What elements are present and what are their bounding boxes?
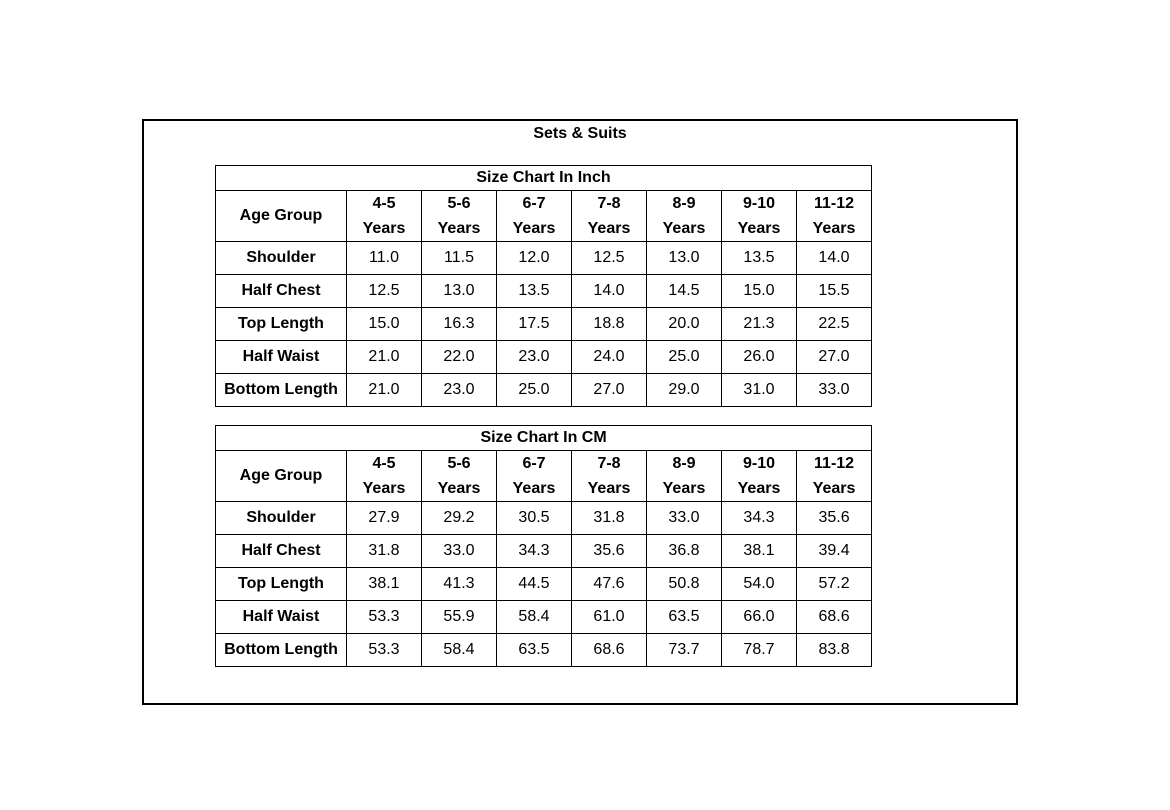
size-chart-frame xyxy=(142,119,1018,705)
column-header xyxy=(797,191,872,242)
age-range: 8-9 xyxy=(672,455,696,472)
row-label: Shoulder xyxy=(216,242,347,275)
table-caption: Size Chart In Inch xyxy=(216,166,872,191)
age-unit: Years xyxy=(512,480,556,497)
table-cell: 63.5 xyxy=(497,634,572,667)
table-caption: Size Chart In CM xyxy=(216,426,872,451)
age-unit: Years xyxy=(587,220,631,237)
age-unit: Years xyxy=(662,480,706,497)
table-cell: 27.0 xyxy=(572,374,647,407)
table-cell: 20.0 xyxy=(647,308,722,341)
table-cell: 36.8 xyxy=(647,535,722,568)
age-range: 8-9 xyxy=(672,195,696,212)
table-cell: 66.0 xyxy=(722,601,797,634)
table-row xyxy=(216,308,872,341)
column-header xyxy=(422,451,497,502)
column-header xyxy=(572,191,647,242)
table-cell: 23.0 xyxy=(422,374,497,407)
column-header xyxy=(347,191,422,242)
table-cell: 26.0 xyxy=(722,341,797,374)
table-cell: 35.6 xyxy=(572,535,647,568)
table-cell: 58.4 xyxy=(422,634,497,667)
table-cell: 29.0 xyxy=(647,374,722,407)
table-cell: 25.0 xyxy=(647,341,722,374)
table-cell: 39.4 xyxy=(797,535,872,568)
table-cell: 15.0 xyxy=(347,308,422,341)
age-range: 9-10 xyxy=(742,195,776,212)
table-row xyxy=(216,242,872,275)
table-cell: 38.1 xyxy=(722,535,797,568)
row-label: Half Chest xyxy=(216,535,347,568)
table-caption-row xyxy=(216,166,872,191)
table-cell: 38.1 xyxy=(347,568,422,601)
age-range: 4-5 xyxy=(372,455,396,472)
table-cell: 54.0 xyxy=(722,568,797,601)
table-cell: 27.0 xyxy=(797,341,872,374)
table-cell: 14.0 xyxy=(797,242,872,275)
age-range: 6-7 xyxy=(522,195,546,212)
table-cell: 18.8 xyxy=(572,308,647,341)
table-cell: 68.6 xyxy=(572,634,647,667)
column-header-age-group: Age Group xyxy=(216,451,347,502)
age-range: 7-8 xyxy=(597,455,621,472)
table-cell: 31.8 xyxy=(347,535,422,568)
table-row xyxy=(216,535,872,568)
table-cell: 15.0 xyxy=(722,275,797,308)
size-chart-inch-table xyxy=(215,165,872,407)
table-cell: 34.3 xyxy=(497,535,572,568)
table-cell: 13.0 xyxy=(422,275,497,308)
table-cell: 31.0 xyxy=(722,374,797,407)
table-cell: 12.0 xyxy=(497,242,572,275)
table-row xyxy=(216,502,872,535)
table-header-row xyxy=(216,191,872,242)
page-title: Sets & Suits xyxy=(533,125,627,142)
table-row xyxy=(216,341,872,374)
column-header xyxy=(347,451,422,502)
table-row xyxy=(216,634,872,667)
age-unit: Years xyxy=(737,220,781,237)
age-range: 11-12 xyxy=(814,455,855,472)
table-cell: 14.0 xyxy=(572,275,647,308)
age-range: 7-8 xyxy=(597,195,621,212)
row-label: Bottom Length xyxy=(216,374,347,407)
table-cell: 31.8 xyxy=(572,502,647,535)
table-cell: 78.7 xyxy=(722,634,797,667)
age-range: 6-7 xyxy=(522,455,546,472)
column-header xyxy=(722,451,797,502)
age-unit: Years xyxy=(737,480,781,497)
row-label: Half Chest xyxy=(216,275,347,308)
table-row xyxy=(216,275,872,308)
age-range: 11-12 xyxy=(813,195,855,212)
age-unit: Years xyxy=(587,480,631,497)
table-cell: 12.5 xyxy=(572,242,647,275)
table-cell: 41.3 xyxy=(422,568,497,601)
age-unit: Years xyxy=(812,480,856,497)
age-unit: Years xyxy=(362,220,406,237)
table-cell: 83.8 xyxy=(797,634,872,667)
table-cell: 35.6 xyxy=(797,502,872,535)
column-header xyxy=(572,451,647,502)
table-cell: 13.5 xyxy=(722,242,797,275)
age-unit: Years xyxy=(437,480,481,497)
table-cell: 44.5 xyxy=(497,568,572,601)
age-range: 4-5 xyxy=(372,195,396,212)
table-row xyxy=(216,374,872,407)
column-header xyxy=(422,191,497,242)
table-cell: 21.0 xyxy=(347,374,422,407)
table-cell: 15.5 xyxy=(797,275,872,308)
row-label: Top Length xyxy=(216,308,347,341)
table-cell: 34.3 xyxy=(722,502,797,535)
column-header xyxy=(497,191,572,242)
table-cell: 63.5 xyxy=(647,601,722,634)
table-cell: 57.2 xyxy=(797,568,872,601)
table-cell: 55.9 xyxy=(422,601,497,634)
table-cell: 22.0 xyxy=(422,341,497,374)
table-cell: 24.0 xyxy=(572,341,647,374)
table-cell: 23.0 xyxy=(497,341,572,374)
table-cell: 13.5 xyxy=(497,275,572,308)
table-cell: 21.3 xyxy=(722,308,797,341)
table-cell: 73.7 xyxy=(647,634,722,667)
table-cell: 12.5 xyxy=(347,275,422,308)
table-cell: 22.5 xyxy=(797,308,872,341)
age-range: 5-6 xyxy=(447,455,471,472)
table-cell: 33.0 xyxy=(422,535,497,568)
table-cell: 30.5 xyxy=(497,502,572,535)
size-chart-cm-table xyxy=(215,425,872,667)
table-cell: 53.3 xyxy=(347,601,422,634)
table-cell: 68.6 xyxy=(797,601,872,634)
row-label: Half Waist xyxy=(216,341,347,374)
table-cell: 13.0 xyxy=(647,242,722,275)
table-cell: 33.0 xyxy=(797,374,872,407)
row-label: Bottom Length xyxy=(216,634,347,667)
table-header-row xyxy=(216,451,872,502)
table-cell: 47.6 xyxy=(572,568,647,601)
table-cell: 27.9 xyxy=(347,502,422,535)
table-cell: 16.3 xyxy=(422,308,497,341)
age-range: 9-10 xyxy=(742,455,776,472)
age-unit: Years xyxy=(362,480,406,497)
age-unit: Years xyxy=(662,220,706,237)
row-label: Half Waist xyxy=(216,601,347,634)
table-cell: 11.5 xyxy=(422,242,497,275)
table-cell: 21.0 xyxy=(347,341,422,374)
table-caption-row xyxy=(216,426,872,451)
table-cell: 29.2 xyxy=(422,502,497,535)
table-cell: 14.5 xyxy=(647,275,722,308)
table-cell: 58.4 xyxy=(497,601,572,634)
table-cell: 11.0 xyxy=(347,242,422,275)
table-row xyxy=(216,568,872,601)
row-label: Top Length xyxy=(216,568,347,601)
column-header xyxy=(647,451,722,502)
age-unit: Years xyxy=(812,220,856,237)
age-range: 5-6 xyxy=(447,195,471,212)
column-header xyxy=(647,191,722,242)
column-header xyxy=(722,191,797,242)
column-header-age-group: Age Group xyxy=(216,191,347,242)
column-header xyxy=(797,451,872,502)
column-header xyxy=(497,451,572,502)
row-label: Shoulder xyxy=(216,502,347,535)
age-unit: Years xyxy=(437,220,481,237)
table-row xyxy=(216,601,872,634)
table-cell: 50.8 xyxy=(647,568,722,601)
table-cell: 61.0 xyxy=(572,601,647,634)
table-cell: 25.0 xyxy=(497,374,572,407)
age-unit: Years xyxy=(512,220,556,237)
table-cell: 17.5 xyxy=(497,308,572,341)
table-cell: 53.3 xyxy=(347,634,422,667)
table-cell: 33.0 xyxy=(647,502,722,535)
